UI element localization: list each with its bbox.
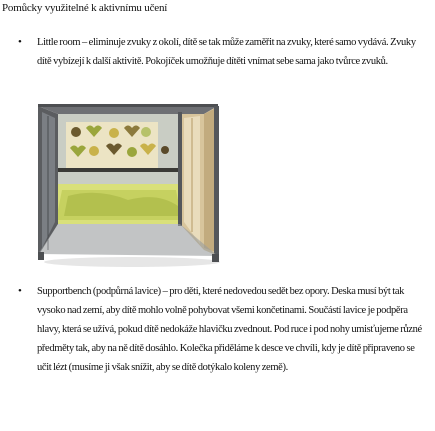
list-item-text: Supportbench (podpůrná lavice) – pro děti, které nedovedou sedět bez opory. Deska musí být tak vysoko nad zemí, aby dítě mohlo volně pohybovat všemi končetinami. Součástí lavice je podpěra hlavy, která se užívá, pokud dítě nedokáže hlavičku zvednout. Pod ruce i pod nohy umisťujeme různé předměty tak, aby na ně dítě dosáhlo. Kolečka přiděláme k desce ve chvíli, kdy je dítě připraveno se učit lézt (musíme ji však snížit, aby se dítě dotýkalo koleny země). (37, 286, 422, 373)
bullet-icon: • (18, 285, 22, 297)
page-heading: Pomůcky využitelné k aktivnímu učení (2, 2, 168, 14)
little-room-photo (28, 104, 235, 268)
list-item-text: Little room – eliminuje zvuky z okolí, dítě se tak může zaměřit na zvuky, které samo vydává. Zvuky dítě vybízejí k další aktivitě. Pokojíček umožňuje dítěti vnímat sebe sama jako tvůrce zvuků. (37, 37, 416, 67)
bullet-icon: • (18, 36, 22, 48)
